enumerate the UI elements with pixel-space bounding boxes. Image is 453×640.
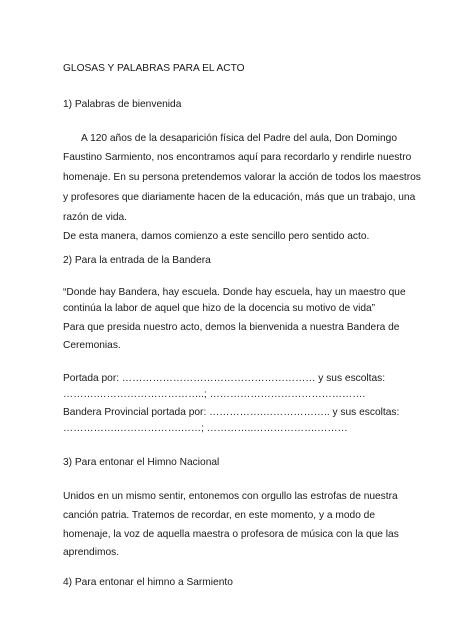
section-4-heading: 4) Para entonar el himno a Sarmiento (63, 577, 233, 588)
section-1-line: y profesores que diariamente hacen de la educación, más que un trabajo, una (63, 192, 416, 203)
section-2-line: “Donde hay Bandera, hay escuela. Donde hay escuela, hay un maestro que (63, 287, 406, 298)
section-2-line: continúa la labor de aquel que hizo de la docencia su motivo de vida” (63, 303, 376, 314)
section-1-line: A 120 años de la desaparición física del Padre del aula, Don Domingo (81, 133, 398, 144)
escort-fill-line: Portada por: ………………………………………………… y sus escoltas: (63, 373, 386, 384)
section-1-line: homenaje. En su persona pretendemos valorar la acción de todos los maestros (63, 172, 421, 183)
section-3-line: canción patria. Tratemos de recordar, en este momento, y a modo de (63, 510, 376, 521)
section-3-line: homenaje, la voz de aquella maestra o profesora de música con la que las (63, 529, 399, 540)
section-1-line: Faustino Sarmiento, nos encontramos aquí para recordarlo y rendirle nuestro (63, 152, 412, 163)
section-2-line: Para que presida nuestro acto, demos la bienvenida a nuestra Bandera de (63, 322, 400, 333)
section-3-heading: 3) Para entonar el Himno Nacional (63, 457, 220, 468)
section-1-heading: 1) Palabras de bienvenida (63, 99, 182, 110)
document-title: GLOSAS Y PALABRAS PARA EL ACTO (63, 63, 245, 74)
section-3-line: Unidos en un mismo sentir, entonemos con orgullo las estrofas de nuestra (63, 491, 398, 502)
escort-fill-line: ……….…………………………..; ………………………………………. (63, 389, 366, 400)
escort-fill-line: …………….……………….……; …………..……………….……… (63, 423, 348, 434)
section-2-heading: 2) Para la entrada de la Bandera (63, 255, 211, 266)
escort-fill-line: Bandera Provincial portada por: …………….……………….. y sus escoltas: (63, 407, 400, 418)
section-1-line: razón de vida. (63, 212, 127, 223)
section-2-line: Ceremonias. (63, 340, 121, 351)
section-1-line: De esta manera, damos comienzo a este sencillo pero sentido acto. (63, 231, 370, 242)
section-3-line: aprendimos. (63, 547, 120, 558)
